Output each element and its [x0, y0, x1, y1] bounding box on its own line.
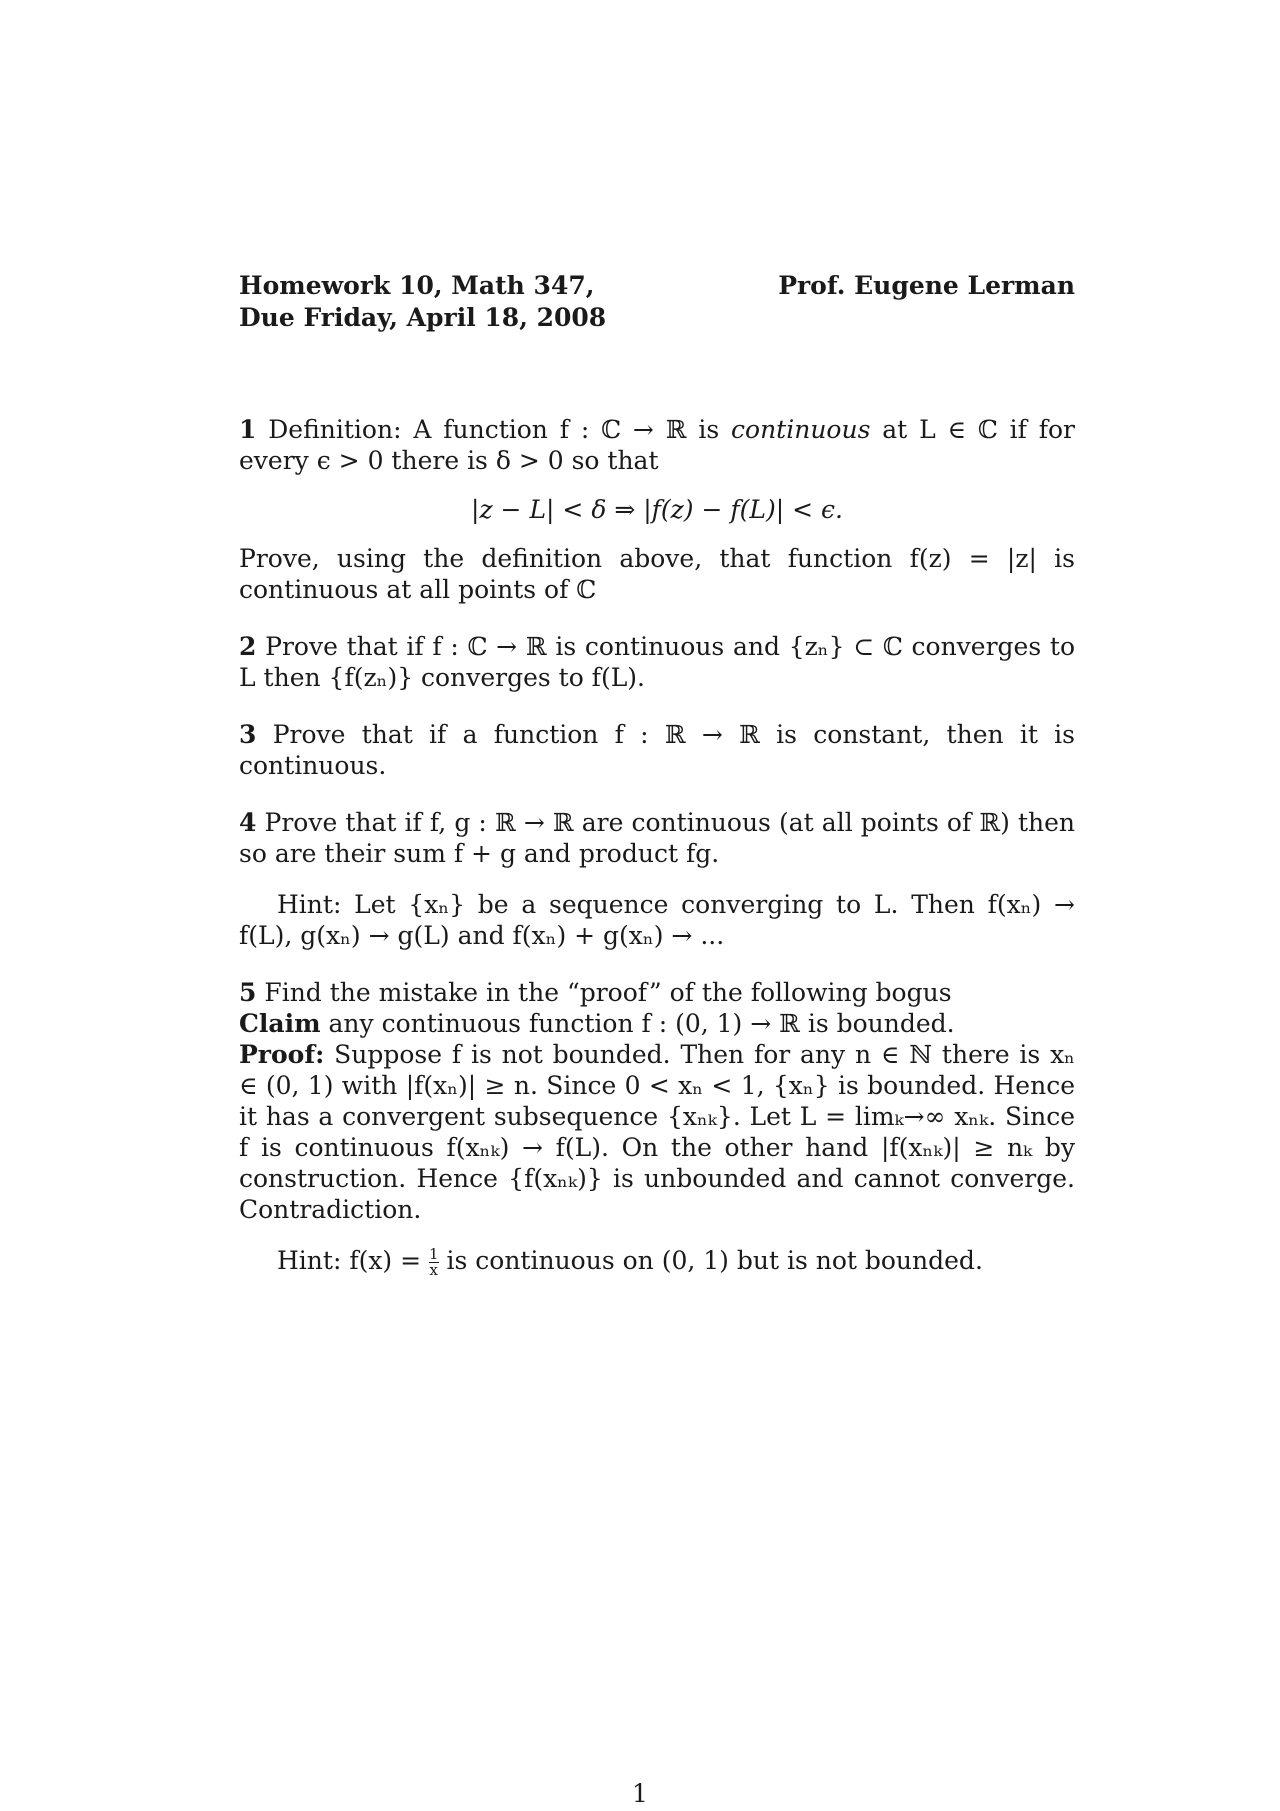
problem-number: 1: [239, 415, 257, 444]
document-page: [239, 270, 1075, 1278]
problem-number: 2: [239, 632, 257, 661]
claim-label: Claim: [239, 1009, 321, 1038]
header-right: [778, 270, 1075, 334]
proof-text: Suppose f is not bounded. Then for any n ∈ ℕ there is xₙ ∈ (0, 1) with |f(xₙ)| ≥ n. Since 0 < xₙ < 1, {xₙ} is bounded. Hence it has a convergent subsequence {xₙₖ}. Let L = limₖ→∞ xₙₖ. Since f is continuous f(xₙₖ) → f(L). On the other hand |f(xₙₖ)| ≥ nₖ by construction. Hence {f(xₙₖ)} is unbounded and cannot converge. Contradiction.: [239, 1040, 1075, 1224]
problem-1-emphasis: continuous: [731, 415, 871, 444]
problem-1-definition: [239, 414, 1075, 476]
problem-number: 5: [239, 978, 257, 1007]
fraction-numerator: 1: [429, 1245, 439, 1263]
problem-4-paragraph: [239, 807, 1075, 869]
problem-2-paragraph: [239, 631, 1075, 693]
problem-4-text: Prove that if f, g : ℝ → ℝ are continuous (at all points of ℝ) then so are their sum f + g and product fg.: [239, 808, 1075, 868]
problem-4: [239, 807, 1075, 951]
hint-text-cont: is continuous on (0, 1) but is not bounded.: [438, 1246, 983, 1275]
problem-5-hint: [277, 1245, 1075, 1278]
problem-5-proof: [239, 1039, 1075, 1225]
problem-5: [239, 977, 1075, 1278]
proof-label: Proof:: [239, 1040, 325, 1069]
fraction: [429, 1247, 439, 1278]
problem-1-prove: Prove, using the definition above, that function f(z) = |z| is continuous at all points of ℂ: [239, 544, 1075, 604]
problem-5-claim: [239, 1008, 1075, 1039]
problem-2-text: Prove that if f : ℂ → ℝ is continuous and {zₙ} ⊂ ℂ converges to L then {f(zₙ)} converges to f(L).: [239, 632, 1075, 692]
instructor-name: Prof. Eugene Lerman: [778, 271, 1075, 300]
problem-number: 4: [239, 808, 257, 837]
header: [239, 270, 1075, 334]
problem-number: 3: [239, 720, 257, 749]
problem-3: [239, 719, 1075, 781]
fraction-denominator: x: [429, 1261, 439, 1279]
problem-1: [239, 414, 1075, 605]
hint-text: Hint: f(x) =: [277, 1246, 430, 1275]
problem-5-intro: [239, 977, 1075, 1008]
page-number: 1: [632, 1779, 648, 1808]
due-date: Due Friday, April 18, 2008: [239, 303, 607, 332]
problem-2: [239, 631, 1075, 693]
problem-3-text: Prove that if a function f : ℝ → ℝ is constant, then it is continuous.: [239, 720, 1076, 780]
claim-text: any continuous function f : (0, 1) → ℝ is bounded.: [320, 1009, 955, 1038]
problem-1-display-formula: |z − L| < δ ⇒ |f(z) − f(L)| < ϵ.: [471, 495, 843, 524]
problem-1-text-cont: at L ∈ ℂ if for every ϵ > 0 there is δ > 0 so that: [239, 415, 1075, 475]
problem-5-text: Find the mistake in the “proof” of the following bogus: [264, 978, 952, 1007]
header-left: [239, 270, 606, 334]
problem-4-hint: Hint: Let {xₙ} be a sequence converging to L. Then f(xₙ) → f(L), g(xₙ) → g(L) and f(xₙ) + g(xₙ) → ...: [239, 890, 1075, 950]
course-title: Homework 10, Math 347,: [239, 271, 595, 300]
problem-3-paragraph: [239, 719, 1075, 781]
problem-1-text: Definition: A function f : ℂ → ℝ is: [268, 415, 732, 444]
